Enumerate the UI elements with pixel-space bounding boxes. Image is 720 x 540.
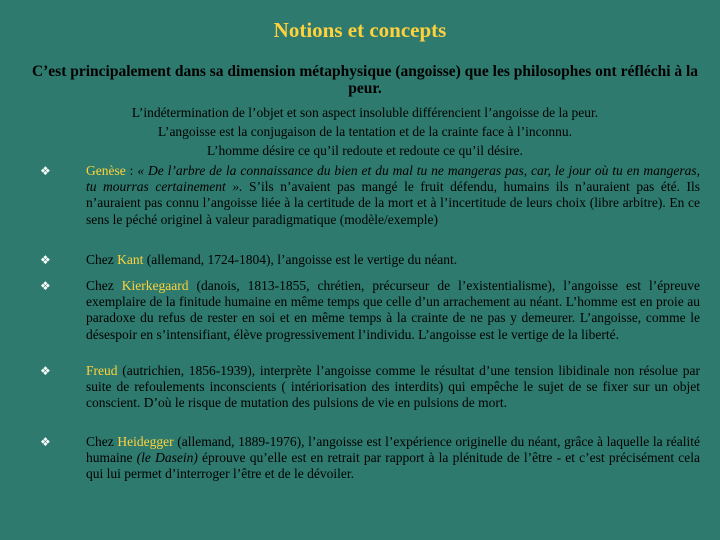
highlight-name: Kierkegaard <box>121 278 189 293</box>
list-item-text <box>86 163 700 228</box>
slide-title: Notions et concepts <box>273 18 447 42</box>
item-rest-text: (allemand, 1889-1976), l’angoisse est l’expérience originelle du néant, grâce à laquelle la réalité humaine <box>86 434 700 466</box>
list-item <box>40 434 700 483</box>
item-rest-text: (danois, 1813-1855, chrétien, précurseur de l’existentialisme), l’angoisse est l’épreuve exemplaire de la finitude humaine en même temps que celle d’un arrachement au néant. L’homme est en proie au paradoxe du refus de rester en soi et en même temps à la crainte de ne pas y demeurer. L’angoisse, comme le désespoir en s’intensifiant, élève progressivement l’individu. L’angoisse est le vertige de la liberté. <box>86 278 700 342</box>
list-item <box>40 252 700 268</box>
list-item <box>40 363 700 412</box>
list-item-text <box>86 278 700 343</box>
subtitle-line: L’indétermination de l’objet et son aspect insoluble différencient l’angoisse de la peur. <box>131 105 599 120</box>
highlight-name: Freud <box>86 363 118 378</box>
highlight-name: Heidegger <box>117 434 174 449</box>
diamond-bullet-icon: ❖ <box>40 364 51 378</box>
item-prefix-text: Chez <box>86 252 118 267</box>
diamond-bullet-icon: ❖ <box>40 253 51 267</box>
intro-text: C’est principalement dans sa dimension métaphysique (angoisse) que les philosophes ont réfléchi à la peur. <box>31 63 699 97</box>
subtitle-line: L’homme désire ce qu’il redoute et redoute ce qu’il désire. <box>207 143 523 158</box>
item-prefix-text: Chez <box>86 434 118 449</box>
item-rest-text: (autrichien, 1856-1939), interprète l’angoisse comme le résultat d’une tension libidinale non résolue par suite de refoulements inconscients ( intériorisation des interdits) qui empêche le sujet de se fixer sur un objet conscient. D’où le risque de mutation des pulsions de vie en pulsions de mort. <box>86 363 700 411</box>
diamond-bullet-icon: ❖ <box>40 435 51 449</box>
list-item <box>40 163 700 228</box>
list-item-text <box>86 363 700 412</box>
italic-term: (le Dasein) <box>136 450 198 466</box>
subtitle-block <box>20 103 710 160</box>
separator-text: : <box>125 163 138 178</box>
highlight-name: Kant <box>117 252 144 267</box>
item-prefix-text: Chez <box>86 278 122 293</box>
item-rest-text: S’ils n’avaient pas mangé le fruit défendu, humains ils n’auraient pas été. Ils n’auraient pas connu l’angoisse liée à la certitude de la mort et à l’incertitude de leurs choix (libre arbitre). En ce sens le péché originel à valeur paradigmatique (modèle/exemple) <box>86 179 700 227</box>
highlight-name: Genèse <box>86 163 126 178</box>
item-rest-text: éprouve qu’elle est en retrait par rapport à la plénitude de l’être - et c’est précisément cela qui lui permet d’interroger l’être et de le dévoiler. <box>86 450 700 482</box>
list-item-text <box>86 252 700 268</box>
list-item-text <box>86 434 700 483</box>
quote-text: « De l’arbre de la connaissance du bien et du mal tu ne mangeras pas, car, le jour où tu en mangeras, tu mourras certainement ». <box>86 163 700 195</box>
list-item <box>40 278 700 343</box>
item-rest-text: (allemand, 1724-1804), l’angoisse est le vertige du néant. <box>143 252 458 267</box>
subtitle-line: L’angoisse est la conjugaison de la tentation et de la crainte face à l’inconnu. <box>157 124 573 139</box>
diamond-bullet-icon: ❖ <box>40 164 51 178</box>
diamond-bullet-icon: ❖ <box>40 279 51 293</box>
